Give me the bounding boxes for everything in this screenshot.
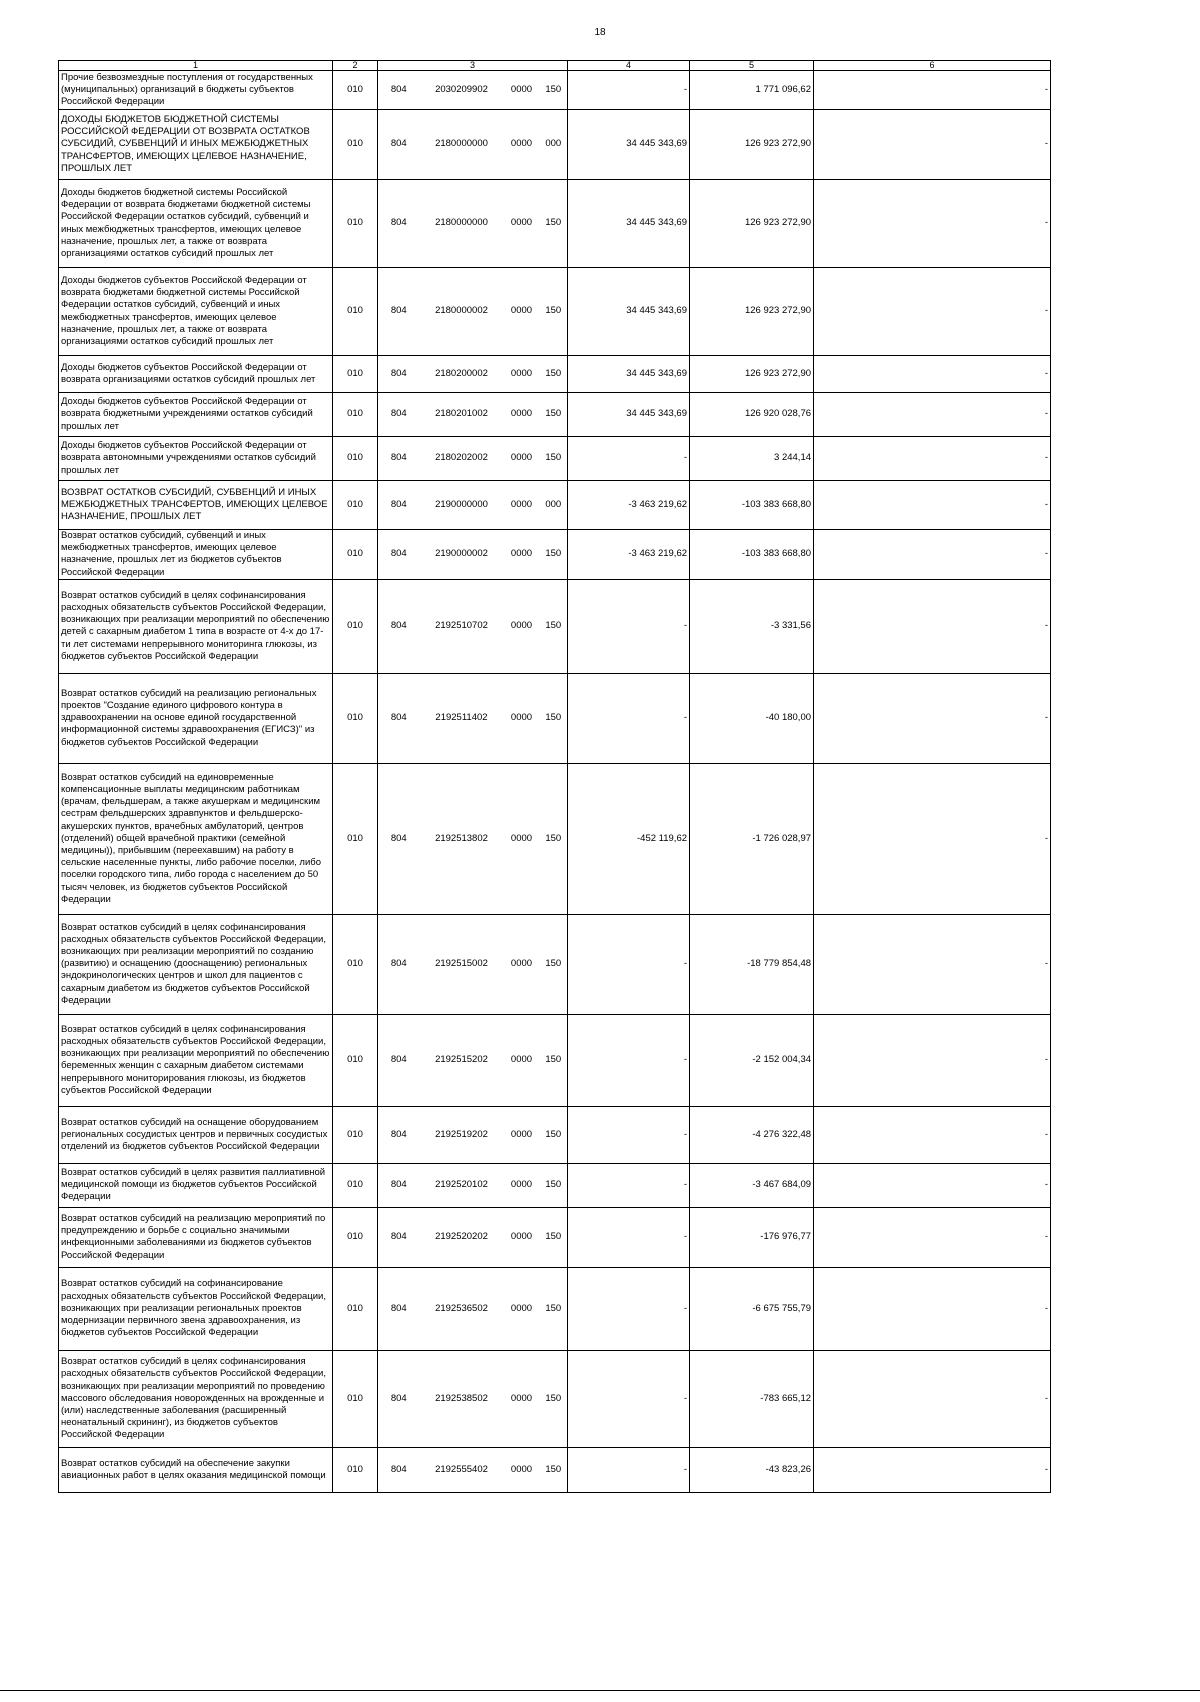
row-description: Возврат остатков субсидий в целях развития паллиативной медицинской помощи из бюджетов субъектов Российской Федерации bbox=[59, 1163, 333, 1207]
row-kind-code: 150 bbox=[540, 1447, 568, 1492]
row-value-col6: - bbox=[814, 530, 1051, 580]
row-value-col4: -3 463 219,62 bbox=[568, 481, 690, 530]
row-value-col6: - bbox=[814, 673, 1051, 763]
row-kind-code: 150 bbox=[540, 356, 568, 393]
row-income-code: 2192511402 bbox=[420, 673, 504, 763]
header-col-1: 1 bbox=[59, 61, 333, 71]
row-admin-code: 804 bbox=[378, 1207, 420, 1267]
row-program-code: 0000 bbox=[504, 268, 540, 356]
row-income-code: 2180200002 bbox=[420, 356, 504, 393]
row-kind-code: 150 bbox=[540, 268, 568, 356]
row-value-col6: - bbox=[814, 763, 1051, 914]
row-kind-code: 000 bbox=[540, 110, 568, 180]
row-value-col5: -1 726 028,97 bbox=[690, 763, 814, 914]
row-admin-code: 804 bbox=[378, 71, 420, 110]
row-value-col6: - bbox=[814, 1207, 1051, 1267]
row-program-code: 0000 bbox=[504, 180, 540, 268]
row-value-col6: - bbox=[814, 180, 1051, 268]
row-program-code: 0000 bbox=[504, 1163, 540, 1207]
row-description: Доходы бюджетов субъектов Российской Федерации от возврата бюджетами бюджетной системы Российской Федерации остатков субсидий, субвенций и иных межбюджетных трансфертов, имеющих целевое назначение, прошлых лет, а также от возврата организациями остатков субсидий прошлых лет bbox=[59, 268, 333, 356]
header-row bbox=[59, 61, 1051, 71]
row-value-col5: 126 923 272,90 bbox=[690, 356, 814, 393]
row-kind-code: 150 bbox=[540, 180, 568, 268]
row-value-col4: 34 445 343,69 bbox=[568, 180, 690, 268]
row-description: Возврат остатков субсидий на обеспечение закупки авиационных работ в целях оказания медицинской помощи bbox=[59, 1447, 333, 1492]
row-description: Возврат остатков субсидий на софинансирование расходных обязательств субъектов Российской Федерации, возникающих при реализации региональных проектов модернизации первичного звена здравоохранения, из бюджетов субъектов Российской Федерации bbox=[59, 1267, 333, 1350]
row-kind-code: 150 bbox=[540, 914, 568, 1014]
header-col-4: 4 bbox=[568, 61, 690, 71]
row-description: Доходы бюджетов бюджетной системы Российской Федерации от возврата бюджетами бюджетной системы Российской Федерации остатков субсидий, субвенций и иных межбюджетных трансфертов, имеющих целевое назначение, прошлых лет, а также от возврата организациями остатков субсидий прошлых лет bbox=[59, 180, 333, 268]
row-value-col4: -3 463 219,62 bbox=[568, 530, 690, 580]
row-description: Доходы бюджетов субъектов Российской Федерации от возврата бюджетными учреждениями остатков субсидий прошлых лет bbox=[59, 393, 333, 437]
row-kind-code: 150 bbox=[540, 437, 568, 481]
row-value-col6: - bbox=[814, 1447, 1051, 1492]
row-admin-code: 804 bbox=[378, 268, 420, 356]
row-income-code: 2192538502 bbox=[420, 1350, 504, 1447]
table-row bbox=[59, 268, 1051, 356]
report-table bbox=[58, 60, 1051, 1493]
row-value-col4: - bbox=[568, 1447, 690, 1492]
row-kind-code: 150 bbox=[540, 579, 568, 673]
header-col-6: 6 bbox=[814, 61, 1051, 71]
row-line-code: 010 bbox=[333, 763, 378, 914]
row-value-col5: 1 771 096,62 bbox=[690, 71, 814, 110]
row-value-col4: - bbox=[568, 1014, 690, 1106]
table-row bbox=[59, 530, 1051, 580]
row-value-col6: - bbox=[814, 579, 1051, 673]
table-row bbox=[59, 1267, 1051, 1350]
row-income-code: 2192510702 bbox=[420, 579, 504, 673]
table-row bbox=[59, 356, 1051, 393]
row-admin-code: 804 bbox=[378, 530, 420, 580]
row-line-code: 010 bbox=[333, 437, 378, 481]
row-value-col4: 34 445 343,69 bbox=[568, 356, 690, 393]
row-income-code: 2192515002 bbox=[420, 914, 504, 1014]
row-income-code: 2030209902 bbox=[420, 71, 504, 110]
row-program-code: 0000 bbox=[504, 71, 540, 110]
row-value-col5: -176 976,77 bbox=[690, 1207, 814, 1267]
row-value-col6: - bbox=[814, 1106, 1051, 1163]
row-value-col6: - bbox=[814, 914, 1051, 1014]
row-income-code: 2180000002 bbox=[420, 268, 504, 356]
row-value-col4: - bbox=[568, 437, 690, 481]
row-income-code: 2180000000 bbox=[420, 180, 504, 268]
row-value-col5: -783 665,12 bbox=[690, 1350, 814, 1447]
row-program-code: 0000 bbox=[504, 1267, 540, 1350]
row-value-col4: - bbox=[568, 1207, 690, 1267]
table-body bbox=[59, 71, 1051, 1493]
table-row bbox=[59, 437, 1051, 481]
row-value-col6: - bbox=[814, 1350, 1051, 1447]
row-income-code: 2190000002 bbox=[420, 530, 504, 580]
row-line-code: 010 bbox=[333, 481, 378, 530]
row-line-code: 010 bbox=[333, 356, 378, 393]
row-value-col4: -452 119,62 bbox=[568, 763, 690, 914]
row-line-code: 010 bbox=[333, 268, 378, 356]
table-row bbox=[59, 673, 1051, 763]
row-value-col6: - bbox=[814, 437, 1051, 481]
row-value-col5: -6 675 755,79 bbox=[690, 1267, 814, 1350]
row-description: Возврат остатков субсидий в целях софинансирования расходных обязательств субъектов Российской Федерации, возникающих при реализации мероприятий по проведению массового обследования новорожденных на врожденные и (или) наследственные заболевания (расширенный неонатальный скрининг), из бюджетов субъектов Российской Федерации bbox=[59, 1350, 333, 1447]
row-income-code: 2192520102 bbox=[420, 1163, 504, 1207]
row-line-code: 010 bbox=[333, 1207, 378, 1267]
row-program-code: 0000 bbox=[504, 530, 540, 580]
row-value-col5: -40 180,00 bbox=[690, 673, 814, 763]
table-row bbox=[59, 110, 1051, 180]
row-value-col4: - bbox=[568, 914, 690, 1014]
row-admin-code: 804 bbox=[378, 180, 420, 268]
row-value-col4: - bbox=[568, 1267, 690, 1350]
row-value-col6: - bbox=[814, 268, 1051, 356]
row-kind-code: 150 bbox=[540, 393, 568, 437]
page-bottom-rule bbox=[0, 1690, 1200, 1691]
row-admin-code: 804 bbox=[378, 763, 420, 914]
row-income-code: 2180000000 bbox=[420, 110, 504, 180]
row-program-code: 0000 bbox=[504, 1350, 540, 1447]
row-admin-code: 804 bbox=[378, 1106, 420, 1163]
row-program-code: 0000 bbox=[504, 110, 540, 180]
row-admin-code: 804 bbox=[378, 110, 420, 180]
row-value-col4: 34 445 343,69 bbox=[568, 268, 690, 356]
row-admin-code: 804 bbox=[378, 481, 420, 530]
header-col-3: 3 bbox=[378, 61, 568, 71]
row-line-code: 010 bbox=[333, 71, 378, 110]
table-row bbox=[59, 763, 1051, 914]
row-value-col6: - bbox=[814, 1163, 1051, 1207]
row-description: Возврат остатков субсидий в целях софинансирования расходных обязательств субъектов Российской Федерации, возникающих при реализации мероприятий по обеспечению беременных женщин с сахарным диабетом системами непрерывного мониторирования глюкозы, из бюджетов субъектов Российской Федерации bbox=[59, 1014, 333, 1106]
table-row bbox=[59, 481, 1051, 530]
row-line-code: 010 bbox=[333, 1163, 378, 1207]
row-program-code: 0000 bbox=[504, 1447, 540, 1492]
row-value-col5: 126 923 272,90 bbox=[690, 110, 814, 180]
row-value-col5: -2 152 004,34 bbox=[690, 1014, 814, 1106]
row-value-col5: -43 823,26 bbox=[690, 1447, 814, 1492]
row-value-col6: - bbox=[814, 1267, 1051, 1350]
row-kind-code: 150 bbox=[540, 71, 568, 110]
table-row bbox=[59, 180, 1051, 268]
row-admin-code: 804 bbox=[378, 914, 420, 1014]
table-row bbox=[59, 1106, 1051, 1163]
table-row bbox=[59, 1447, 1051, 1492]
row-line-code: 010 bbox=[333, 393, 378, 437]
row-kind-code: 150 bbox=[540, 673, 568, 763]
row-value-col5: 126 923 272,90 bbox=[690, 180, 814, 268]
row-program-code: 0000 bbox=[504, 481, 540, 530]
row-value-col4: - bbox=[568, 1163, 690, 1207]
row-program-code: 0000 bbox=[504, 1014, 540, 1106]
page-number: 18 bbox=[594, 27, 606, 38]
row-kind-code: 150 bbox=[540, 1106, 568, 1163]
row-line-code: 010 bbox=[333, 1267, 378, 1350]
row-description: Возврат остатков субсидий на реализацию региональных проектов "Создание единого цифрового контура в здравоохранении на основе единой государственной информационной системы здравоохранения (ЕГИСЗ)" из бюджетов субъектов Российской Федерации bbox=[59, 673, 333, 763]
row-admin-code: 804 bbox=[378, 437, 420, 481]
row-admin-code: 804 bbox=[378, 1350, 420, 1447]
table-row bbox=[59, 1207, 1051, 1267]
row-value-col4: - bbox=[568, 673, 690, 763]
row-line-code: 010 bbox=[333, 579, 378, 673]
row-description: Возврат остатков субсидий на оснащение оборудованием региональных сосудистых центров и первичных сосудистых отделений из бюджетов субъектов Российской Федерации bbox=[59, 1106, 333, 1163]
table-row bbox=[59, 1350, 1051, 1447]
table-row bbox=[59, 914, 1051, 1014]
row-value-col5: -103 383 668,80 bbox=[690, 530, 814, 580]
row-line-code: 010 bbox=[333, 1014, 378, 1106]
row-line-code: 010 bbox=[333, 914, 378, 1014]
row-admin-code: 804 bbox=[378, 393, 420, 437]
row-program-code: 0000 bbox=[504, 673, 540, 763]
row-line-code: 010 bbox=[333, 110, 378, 180]
row-description: Возврат остатков субсидий в целях софинансирования расходных обязательств субъектов Российской Федерации, возникающих при реализации мероприятий по созданию (развитию) и оснащению (дооснащению) региональных эндокринологических центров и школ для пациентов с сахарным диабетом из бюджетов субъектов Российской Федерации bbox=[59, 914, 333, 1014]
row-value-col5: -18 779 854,48 bbox=[690, 914, 814, 1014]
row-kind-code: 150 bbox=[540, 1207, 568, 1267]
row-kind-code: 150 bbox=[540, 1267, 568, 1350]
row-admin-code: 804 bbox=[378, 579, 420, 673]
row-value-col5: 126 923 272,90 bbox=[690, 268, 814, 356]
row-description: Прочие безвозмездные поступления от государственных (муниципальных) организаций в бюджеты субъектов Российской Федерации bbox=[59, 71, 333, 110]
row-line-code: 010 bbox=[333, 1106, 378, 1163]
row-kind-code: 150 bbox=[540, 530, 568, 580]
row-income-code: 2192515202 bbox=[420, 1014, 504, 1106]
row-value-col4: - bbox=[568, 71, 690, 110]
row-value-col4: - bbox=[568, 579, 690, 673]
row-line-code: 010 bbox=[333, 673, 378, 763]
row-kind-code: 150 bbox=[540, 1014, 568, 1106]
row-line-code: 010 bbox=[333, 1447, 378, 1492]
row-description: Доходы бюджетов субъектов Российской Федерации от возврата организациями остатков субсидий прошлых лет bbox=[59, 356, 333, 393]
row-kind-code: 150 bbox=[540, 763, 568, 914]
row-value-col6: - bbox=[814, 481, 1051, 530]
row-program-code: 0000 bbox=[504, 356, 540, 393]
row-income-code: 2192519202 bbox=[420, 1106, 504, 1163]
row-description: ДОХОДЫ БЮДЖЕТОВ БЮДЖЕТНОЙ СИСТЕМЫ РОССИЙСКОЙ ФЕДЕРАЦИИ ОТ ВОЗВРАТА ОСТАТКОВ СУБСИДИЙ, СУБВЕНЦИЙ И ИНЫХ МЕЖБЮДЖЕТНЫХ ТРАНСФЕРТОВ, ИМЕЮЩИХ ЦЕЛЕВОЕ НАЗНАЧЕНИЕ, ПРОШЛЫХ ЛЕТ bbox=[59, 110, 333, 180]
table-row bbox=[59, 1163, 1051, 1207]
row-value-col4: - bbox=[568, 1106, 690, 1163]
row-program-code: 0000 bbox=[504, 1106, 540, 1163]
row-description: Возврат остатков субсидий на реализацию мероприятий по предупреждению и борьбе с социально значимыми инфекционными заболеваниями из бюджетов субъектов Российской Федерации bbox=[59, 1207, 333, 1267]
row-description: ВОЗВРАТ ОСТАТКОВ СУБСИДИЙ, СУБВЕНЦИЙ И ИНЫХ МЕЖБЮДЖЕТНЫХ ТРАНСФЕРТОВ, ИМЕЮЩИХ ЦЕЛЕВОЕ НАЗНАЧЕНИЕ, ПРОШЛЫХ ЛЕТ bbox=[59, 481, 333, 530]
row-income-code: 2180202002 bbox=[420, 437, 504, 481]
row-admin-code: 804 bbox=[378, 356, 420, 393]
row-program-code: 0000 bbox=[504, 763, 540, 914]
header-col-5: 5 bbox=[690, 61, 814, 71]
row-value-col5: 126 920 028,76 bbox=[690, 393, 814, 437]
row-program-code: 0000 bbox=[504, 393, 540, 437]
row-value-col4: - bbox=[568, 1350, 690, 1447]
row-program-code: 0000 bbox=[504, 914, 540, 1014]
table-row bbox=[59, 1014, 1051, 1106]
row-income-code: 2190000000 bbox=[420, 481, 504, 530]
row-kind-code: 150 bbox=[540, 1350, 568, 1447]
row-value-col6: - bbox=[814, 356, 1051, 393]
row-line-code: 010 bbox=[333, 180, 378, 268]
header-col-2: 2 bbox=[333, 61, 378, 71]
row-value-col6: - bbox=[814, 393, 1051, 437]
row-income-code: 2192555402 bbox=[420, 1447, 504, 1492]
row-value-col6: - bbox=[814, 71, 1051, 110]
table-row bbox=[59, 393, 1051, 437]
row-value-col5: -3 467 684,09 bbox=[690, 1163, 814, 1207]
row-income-code: 2192536502 bbox=[420, 1267, 504, 1350]
row-value-col5: -103 383 668,80 bbox=[690, 481, 814, 530]
row-line-code: 010 bbox=[333, 1350, 378, 1447]
row-description: Возврат остатков субсидий на единовременные компенсационные выплаты медицинским работникам (врачам, фельдшерам, а также акушеркам и медицинским сестрам фельдшерских здравпунктов и фельдшерско-акушерских пунктов, врачебных амбулаторий, центров (отделений) общей врачебной практики (семейной медицины)), прибывшим (переехавшим) на работу в сельские населенные пункты, либо рабочие поселки, либо поселки городского типа, либо города с населением до 50 тысяч человек, из бюджетов субъектов Российской Федерации bbox=[59, 763, 333, 914]
row-program-code: 0000 bbox=[504, 579, 540, 673]
row-value-col4: 34 445 343,69 bbox=[568, 110, 690, 180]
table-row bbox=[59, 579, 1051, 673]
row-income-code: 2192520202 bbox=[420, 1207, 504, 1267]
row-admin-code: 804 bbox=[378, 673, 420, 763]
row-value-col6: - bbox=[814, 1014, 1051, 1106]
row-program-code: 0000 bbox=[504, 1207, 540, 1267]
row-value-col6: - bbox=[814, 110, 1051, 180]
row-income-code: 2192513802 bbox=[420, 763, 504, 914]
row-income-code: 2180201002 bbox=[420, 393, 504, 437]
row-description: Возврат остатков субсидий в целях софинансирования расходных обязательств субъектов Российской Федерации, возникающих при реализации мероприятий по обеспечению детей с сахарным диабетом 1 типа в возрасте от 4-х до 17-ти лет системами непрерывного мониторинга глюкозы, из бюджетов субъектов Российской Федерации bbox=[59, 579, 333, 673]
row-description: Доходы бюджетов субъектов Российской Федерации от возврата автономными учреждениями остатков субсидий прошлых лет bbox=[59, 437, 333, 481]
row-value-col5: -3 331,56 bbox=[690, 579, 814, 673]
row-value-col5: -4 276 322,48 bbox=[690, 1106, 814, 1163]
row-admin-code: 804 bbox=[378, 1447, 420, 1492]
row-description: Возврат остатков субсидий, субвенций и иных межбюджетных трансфертов, имеющих целевое назначение, прошлых лет из бюджетов субъектов Российской Федерации bbox=[59, 530, 333, 580]
row-admin-code: 804 bbox=[378, 1014, 420, 1106]
row-value-col4: 34 445 343,69 bbox=[568, 393, 690, 437]
row-admin-code: 804 bbox=[378, 1163, 420, 1207]
table-row bbox=[59, 71, 1051, 110]
row-kind-code: 000 bbox=[540, 481, 568, 530]
row-admin-code: 804 bbox=[378, 1267, 420, 1350]
row-program-code: 0000 bbox=[504, 437, 540, 481]
row-kind-code: 150 bbox=[540, 1163, 568, 1207]
row-line-code: 010 bbox=[333, 530, 378, 580]
row-value-col5: 3 244,14 bbox=[690, 437, 814, 481]
